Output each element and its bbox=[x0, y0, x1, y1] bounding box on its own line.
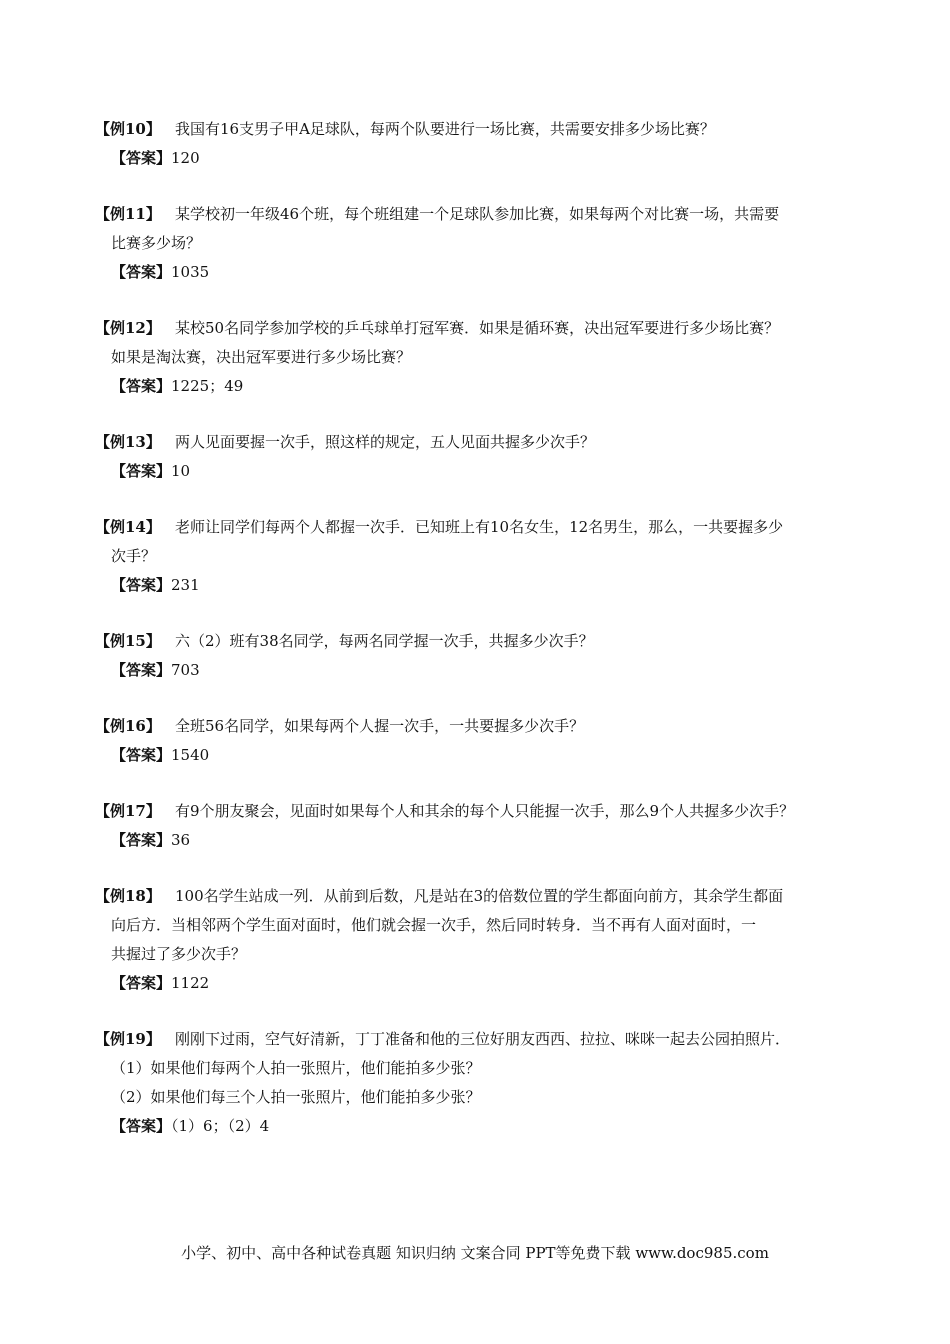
question-line: （1）如果他们每两个人拍一张照片，他们能拍多少张？ bbox=[111, 1059, 481, 1077]
problem-item bbox=[95, 314, 875, 401]
answer-label: 【答案】 bbox=[111, 149, 172, 167]
question-line: 比赛多少场？ bbox=[111, 234, 202, 252]
answer-value: 1225；49 bbox=[171, 377, 244, 395]
question-line: 老师让同学们每两个人都握一次手．已知班上有10名女生，12名男生，那么，一共要握多少 bbox=[175, 518, 784, 536]
answer-line bbox=[111, 656, 875, 685]
problem-tag: 【例15】 bbox=[95, 632, 161, 650]
problem-tag: 【例19】 bbox=[95, 1030, 161, 1048]
question-line: 有9个朋友聚会，见面时如果每个人和其余的每个人只能握一次手，那么9个人共握多少次手？ bbox=[175, 802, 795, 820]
answer-value: 231 bbox=[171, 576, 200, 594]
answer-line bbox=[111, 144, 875, 173]
problem-tag: 【例12】 bbox=[95, 319, 161, 337]
answer-value: 1122 bbox=[171, 974, 210, 992]
answer-label: 【答案】 bbox=[111, 576, 172, 594]
answer-label: 【答案】 bbox=[111, 746, 172, 764]
problem-tag: 【例11】 bbox=[95, 205, 161, 223]
question-line: 六（2）班有38名同学，每两名同学握一次手，共握多少次手？ bbox=[175, 632, 594, 650]
answer-line bbox=[111, 571, 875, 600]
page-footer: 小学、初中、高中各种试卷真题 知识归纳 文案合同 PPT等免费下载 www.doc985.com bbox=[181, 1244, 769, 1262]
answer-label: 【答案】 bbox=[111, 377, 172, 395]
problem-list bbox=[95, 115, 875, 1168]
answer-value: 10 bbox=[171, 462, 191, 480]
question-line: 次手？ bbox=[111, 547, 157, 565]
question-line: 两人见面要握一次手，照这样的规定，五人见面共握多少次手？ bbox=[175, 433, 596, 451]
answer-value: 1035 bbox=[171, 263, 210, 281]
problem-item bbox=[95, 712, 875, 770]
problem-item bbox=[95, 115, 875, 173]
answer-line bbox=[111, 741, 875, 770]
problem-tag: 【例17】 bbox=[95, 802, 161, 820]
problem-tag: 【例14】 bbox=[95, 518, 161, 536]
question-line: 100名学生站成一列．从前到后数，凡是站在3的倍数位置的学生都面向前方，其余学生都面 bbox=[175, 887, 784, 905]
answer-line bbox=[111, 969, 875, 998]
problem-item bbox=[95, 200, 875, 287]
question-line: 刚刚下过雨，空气好清新，丁丁准备和他的三位好朋友西西、拉拉、咪咪一起去公园拍照片． bbox=[175, 1030, 791, 1048]
answer-value: 120 bbox=[171, 149, 200, 167]
question-line: 我国有16支男子甲A足球队，每两个队要进行一场比赛，共需要安排多少场比赛？ bbox=[175, 120, 715, 138]
answer-label: 【答案】 bbox=[111, 661, 172, 679]
answer-label: 【答案】 bbox=[111, 462, 172, 480]
question-line: （2）如果他们每三个人拍一张照片，他们能拍多少张？ bbox=[111, 1088, 481, 1106]
answer-line bbox=[111, 1112, 875, 1141]
problem-item bbox=[95, 513, 875, 600]
answer-value: （1）6；（2）4 bbox=[171, 1117, 270, 1135]
answer-label: 【答案】 bbox=[111, 831, 172, 849]
problem-tag: 【例18】 bbox=[95, 887, 161, 905]
question-line: 共握过了多少次手？ bbox=[111, 945, 247, 963]
question-line: 某学校初一年级46个班，每个班组建一个足球队参加比赛，如果每两个对比赛一场，共需要 bbox=[175, 205, 780, 223]
problem-item bbox=[95, 627, 875, 685]
answer-value: 36 bbox=[171, 831, 191, 849]
answer-value: 1540 bbox=[171, 746, 210, 764]
problem-item bbox=[95, 1025, 875, 1141]
question-line: 某校50名同学参加学校的乒乓球单打冠军赛．如果是循环赛，决出冠军要进行多少场比赛？ bbox=[175, 319, 780, 337]
question-line: 向后方．当相邻两个学生面对面时，他们就会握一次手，然后同时转身．当不再有人面对面时，一 bbox=[111, 916, 757, 934]
answer-label: 【答案】 bbox=[111, 974, 172, 992]
answer-line bbox=[111, 457, 875, 486]
answer-line bbox=[111, 258, 875, 287]
problem-item bbox=[95, 882, 875, 998]
answer-line bbox=[111, 372, 875, 401]
problem-item bbox=[95, 428, 875, 486]
problem-tag: 【例16】 bbox=[95, 717, 161, 735]
question-line: 全班56名同学，如果每两个人握一次手，一共要握多少次手？ bbox=[175, 717, 585, 735]
answer-label: 【答案】 bbox=[111, 1117, 172, 1135]
problem-tag: 【例10】 bbox=[95, 120, 161, 138]
answer-line bbox=[111, 826, 875, 855]
problem-tag: 【例13】 bbox=[95, 433, 161, 451]
problem-item bbox=[95, 797, 875, 855]
answer-value: 703 bbox=[171, 661, 200, 679]
answer-label: 【答案】 bbox=[111, 263, 172, 281]
question-line: 如果是淘汰赛，决出冠军要进行多少场比赛？ bbox=[111, 348, 412, 366]
